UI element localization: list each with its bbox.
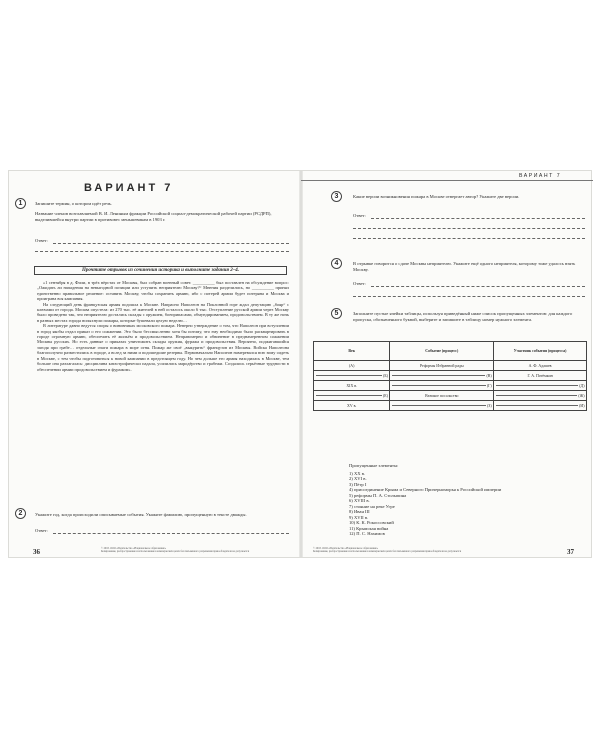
passage-paragraph: В литературе давно ведутся споры о виновниках московского пожара. Неверно утверждение о том, что Наполеон при вступлении в город якобы отдал приказ о его сожжении. Это было бессмысленно хотя бы потому, что ему необходимо было расквартировать в городе огромную армию, обеспечить её жильём и продовольствием. Неправомерно и обвинение в преднамеренном сожжении Москвы русских. Но есть данные о приказах уничтожить склады оружия, фуража и продовольствия. Вероятно, поджигавшийся загодя при грабе… отдельные очаги пожара в море огня. Пожар же своё „выкурить“ французов из Москвы. Войска Наполеона благополучно разместились в городе, а вслед за ними и подошедшие резервы. Первоначально Наполеон намеревался всю зиму сидеть в Москве, с тем чтобы подготовиться к новой кампании в предстоящем году. Но чем дольше его армия находилась в Москве, тем больше она разлагалась: дисциплина катастрофически падала, усилились мародёрство и грабежи. Создались серьёзные трудности в обеспечении армии продовольствием и фуражом». (37, 323, 289, 372)
question-4-answer-label: Ответ: (353, 281, 366, 286)
question-3-answer-label: Ответ: (353, 213, 366, 218)
table-header-century: Век (314, 342, 390, 361)
table-cell: (А) (314, 361, 390, 371)
passage-paragraph: «1 сентября в д. Фили, в трёх вёрстах от Москвы, был собран военный совет. __________ был поставлен на обсуждение вопрос: „Ожидать ли нападения на невыгодной позиции или уступить неприятелю Москву?“ Мнения разделились, но __________ принял единственно правильное решение: оставить Москву, чтобы сохранить армию, ибо с потерей армии будет потеряна и Москва и проиграна вся кампания. (37, 280, 289, 302)
question-1-answer-line-2[interactable] (35, 251, 289, 252)
blank-letter-label: (Г) (486, 383, 492, 388)
table-cell[interactable] (314, 391, 390, 401)
list-item: 7) стояние на реке Угре (349, 503, 395, 509)
history-table (313, 341, 587, 411)
blank-letter-label: (В) (486, 373, 492, 378)
table-cell[interactable] (390, 401, 494, 411)
table-cell[interactable] (390, 371, 494, 381)
header-rule (301, 180, 593, 181)
list-item: 8) Иван III (349, 509, 370, 514)
list-item: 2) XVI в. (349, 476, 367, 481)
left-page (9, 171, 301, 557)
table-cell: Реформы Избранной рады (390, 361, 494, 371)
table-cell[interactable] (390, 381, 494, 391)
missing-elements-list (349, 463, 501, 537)
missing-elements-title: Пропущенные элементы: (349, 463, 399, 468)
blank-letter-label: (Д) (579, 383, 585, 388)
table-cell: Г. А. Потёмкин (494, 371, 587, 381)
variant-title: ВАРИАНТ 7 (84, 182, 174, 194)
blank-letter-label: (Б) (383, 373, 388, 378)
table-cell[interactable] (494, 401, 587, 411)
page-number-left: 36 (33, 548, 40, 556)
right-footer: © 2018. ООО «Издательство «Национальное образование» Копирование, распространение и использование в коммерческих целях без письменного разрешения правообладателя не допускается (313, 547, 462, 554)
question-1-badge: 1 (15, 198, 26, 209)
list-item: 12) П. С. Нахимов (349, 531, 385, 536)
question-2-answer-line[interactable] (53, 533, 289, 534)
table-header-event: Событие (процесс) (390, 342, 494, 361)
question-3-answer-line[interactable] (371, 218, 585, 219)
blank-input-line[interactable] (392, 375, 486, 376)
list-item: 4) присоединение Крыма и Северного Причерноморья к Российской империи (349, 487, 502, 492)
list-item: 1) XX в. (349, 470, 366, 476)
list-item: 9) XVII в. (349, 514, 369, 520)
table-header-row (314, 342, 587, 361)
missing-elements-items (349, 471, 501, 537)
instruction-box: Прочтите отрывок из сочинения историка и выполните задания 2–4. (34, 266, 287, 275)
historian-passage (37, 280, 289, 372)
question-4-prompt: В отрывке говорится о сдаче Москвы неприятелю. Укажите ещё одного неприятеля, которому тоже удалось взять Москву. (353, 261, 576, 272)
passage-paragraph: На следующий день французская армия подошла к Москве. Напрасно Наполеон на Поклонной горе ждал депутацию „бояр“ с ключами от города. Москва опустела: из 270 тыс. её жителей в ней осталось около 6 тыс. Отступление русской армии через Москву было проведено так, что неприятелю достались склады с оружием, боеприпасами, обмундированием, продовольствием. В ту же ночь в разных местах города вспыхнули пожары, которые бушевали целую неделю… (37, 301, 289, 323)
blank-input-line[interactable] (316, 395, 382, 396)
table-cell[interactable] (314, 371, 390, 381)
right-page-header: ВАРИАНТ 7 (519, 173, 562, 179)
question-4-badge: 4 (331, 258, 342, 269)
blank-input-line[interactable] (496, 395, 578, 396)
blank-input-line[interactable] (496, 405, 578, 406)
page-number-right: 37 (567, 548, 574, 556)
table-cell: А. Ф. Адашев (494, 361, 587, 371)
table-row (314, 401, 587, 411)
blank-input-line[interactable] (496, 385, 579, 386)
table-cell[interactable] (494, 391, 587, 401)
list-item: 5) реформы П. А. Столыпина (349, 492, 407, 498)
table-header-participant: Участник события (процесса) (494, 342, 587, 361)
blank-letter-label: (И) (579, 403, 585, 408)
question-3-answer-line-3[interactable] (353, 238, 585, 239)
table-cell: XV в. (314, 401, 390, 411)
blank-input-line[interactable] (392, 405, 486, 406)
list-item: 6) XVIII в. (349, 498, 370, 503)
question-1-answer-line[interactable] (53, 243, 289, 244)
question-2-prompt: Укажите год, когда происходили описываемые события. Укажите фамилию, пропущенную в тексте дважды. (35, 512, 247, 517)
list-item: 11) Крымская война (349, 525, 389, 531)
table-cell: Великое посольство (390, 391, 494, 401)
workbook-spread (8, 170, 592, 558)
question-4-answer-line[interactable] (371, 286, 585, 287)
question-1-prompt: Запишите термин, о котором идёт речь. (35, 201, 113, 206)
question-4-answer-line-2[interactable] (353, 296, 585, 297)
table-row (314, 391, 587, 401)
question-5-prompt: Заполните пустые ячейки таблицы, используя приведённый ниже список пропущенных элементов: для каждого пропуска, обозначенного буквой, выберите и запишите в таблицу номер нужного элемента. (353, 311, 573, 322)
right-page (301, 171, 593, 557)
question-3-answer-line-2[interactable] (353, 228, 585, 229)
list-item: 10) К. К. Рокоссовский (349, 520, 394, 525)
blank-input-line[interactable] (316, 375, 383, 376)
table-row (314, 361, 587, 371)
blank-input-line[interactable] (392, 385, 486, 386)
question-3-badge: 3 (331, 191, 342, 202)
list-item: 3) Пётр I (349, 481, 367, 487)
table-cell: XIX в. (314, 381, 390, 391)
blank-letter-label: (З) (487, 403, 492, 408)
table-cell[interactable] (494, 381, 587, 391)
table-body (314, 361, 587, 411)
question-2-answer-label: Ответ: (35, 528, 48, 533)
question-1-text: Название членов возглавляемой В. И. Лениным фракции Российской социал-демократической рабочей партии (РСДРП), выделившейся внутри партии в противовес меньшевикам в 1903 г. (35, 211, 272, 222)
table-row (314, 381, 587, 391)
question-3-prompt: Какие версии возникновения пожара в Москве отвергает автор? Укажите две версии. (353, 194, 520, 199)
blank-letter-label: (Ж) (578, 393, 585, 398)
table-row (314, 371, 587, 381)
blank-letter-label: (Е) (382, 393, 388, 398)
left-footer: © 2018. ООО «Издательство «Национальное образование» Копирование, распространение и использование в коммерческих целях без письменного разрешения правообладателя не допускается (101, 547, 250, 554)
question-2-badge: 2 (15, 508, 26, 519)
question-5-badge: 5 (331, 308, 342, 319)
question-1-answer-label: Ответ: (35, 238, 48, 243)
